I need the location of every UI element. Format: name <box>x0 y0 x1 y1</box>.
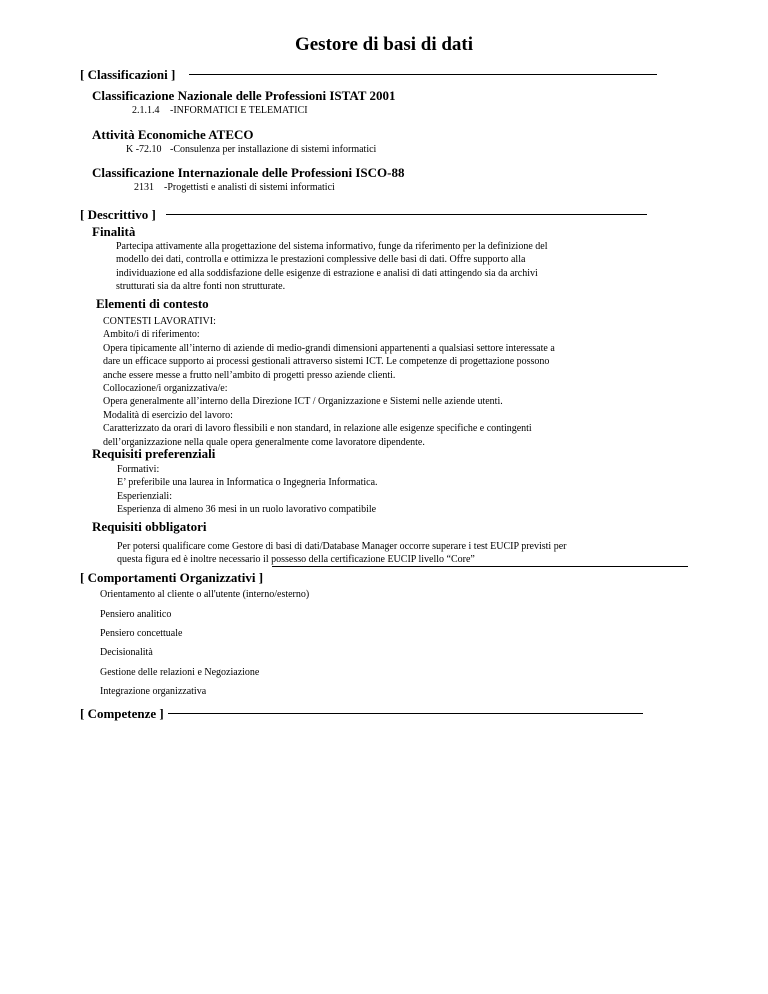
istat-title: Classificazione Nazionale delle Professioni ISTAT 2001 <box>92 88 396 103</box>
finalita-line: individuazione ed alla soddisfazione delle esigenze di estrazione e analisi di dati attingendo sia da archivi <box>116 267 538 279</box>
finalita-line: Partecipa attivamente alla progettazione del sistema informativo, funge da riferimento per la definizione del <box>116 241 548 252</box>
section-header-comportamenti: [ Comportamenti Organizzativi ] <box>80 570 264 585</box>
finalita-title: Finalità <box>92 224 136 239</box>
comportamento-item: Orientamento al cliente o all'utente (interno/esterno) <box>100 589 310 600</box>
contesto-line: anche essere messe a frutto nell’ambito di progetti presso aziende clienti. <box>103 369 396 381</box>
section-rule-competenze <box>168 713 643 714</box>
contesto-line: Opera generalmente all’interno della Direzione ICT / Organizzazione e Sistemi nelle aziende utenti. <box>103 396 503 408</box>
preferenziali-line: Formativi: <box>117 464 160 475</box>
finalita-line: modello dei dati, controlla e ottimizza le prestazioni complessive delle basi di dati. Offre supporto alla <box>116 254 526 266</box>
preferenziali-title: Requisiti preferenziali <box>92 446 216 461</box>
obbligatori-text <box>117 540 566 567</box>
contesto-title: Elementi di contesto <box>96 296 209 311</box>
isco-title: Classificazione Internazionale delle Professioni ISCO-88 <box>92 165 405 180</box>
ateco-code: K -72.10 <box>126 144 162 155</box>
contesto-line: dell’organizzazione nella quale opera generalmente come lavoratore dipendente. <box>103 436 425 448</box>
contesto-line: Ambito/i di riferimento: <box>103 329 200 341</box>
section-header-descrittivo: [ Descrittivo ] <box>80 207 156 222</box>
preferenziali-line: Esperienziali: <box>117 490 172 502</box>
isco-code: 2131 <box>134 182 154 193</box>
section-rule-comportamenti <box>272 566 688 567</box>
contesto-line: CONTESTI LAVORATIVI: <box>103 316 216 327</box>
section-rule-descrittivo <box>166 214 647 215</box>
contesto-line: Opera tipicamente all’interno di aziende di medio-grandi dimensioni appartenenti a qualsiasi settore interessate a <box>103 342 555 354</box>
finalita-line: strutturati sia da altre fonti non strutturate. <box>116 281 286 293</box>
contesto-line: dare un efficace supporto ai processi gestionali attraverso sistemi ICT. Le competenze di progettazione possono <box>103 356 550 368</box>
comportamento-item: Pensiero concettuale <box>100 628 183 639</box>
comportamento-item: Pensiero analitico <box>100 609 172 620</box>
contesto-line: Caratterizzato da orari di lavoro flessibili e non standard, in relazione alle esigenze specifiche e contingenti <box>103 423 532 435</box>
comportamento-item: Gestione delle relazioni e Negoziazione <box>100 667 260 678</box>
obbligatori-line: Per potersi qualificare come Gestore di basi di dati/Database Manager occorre superare i test EUCIP previsti per <box>117 541 567 552</box>
ateco-desc: -Consulenza per installazione di sistemi informatici <box>170 144 377 155</box>
obbligatori-title: Requisiti obbligatori <box>92 519 207 534</box>
istat-desc: -INFORMATICI E TELEMATICI <box>170 105 308 116</box>
comportamento-item: Decisionalità <box>100 647 153 658</box>
preferenziali-line: Esperienza di almeno 36 mesi in un ruolo lavorativo compatibile <box>117 504 377 516</box>
obbligatori-line: questa figura ed è inoltre necessario il possesso della certificazione EUCIP livello “Core” <box>117 554 475 566</box>
page-title: Gestore di basi di dati <box>294 34 474 55</box>
section-header-classificazioni: [ Classificazioni ] <box>80 67 176 82</box>
preferenziali-line: E’ preferibile una laurea in Informatica o Ingegneria Informatica. <box>117 477 378 489</box>
contesto-line: Modalità di esercizio del lavoro: <box>103 409 233 421</box>
section-header-competenze: [ Competenze ] <box>80 706 164 721</box>
finalita-text <box>116 240 548 294</box>
isco-desc: -Progettisti e analisti di sistemi informatici <box>164 182 335 193</box>
section-rule-classificazioni <box>189 74 657 75</box>
istat-code: 2.1.1.4 <box>132 105 160 116</box>
contesto-line: Collocazione/i organizzativa/e: <box>103 383 228 395</box>
ateco-title: Attività Economiche ATECO <box>92 127 254 142</box>
preferenziali-text <box>117 463 378 517</box>
comportamento-item: Integrazione organizzativa <box>100 686 207 697</box>
contesto-text <box>103 315 555 449</box>
